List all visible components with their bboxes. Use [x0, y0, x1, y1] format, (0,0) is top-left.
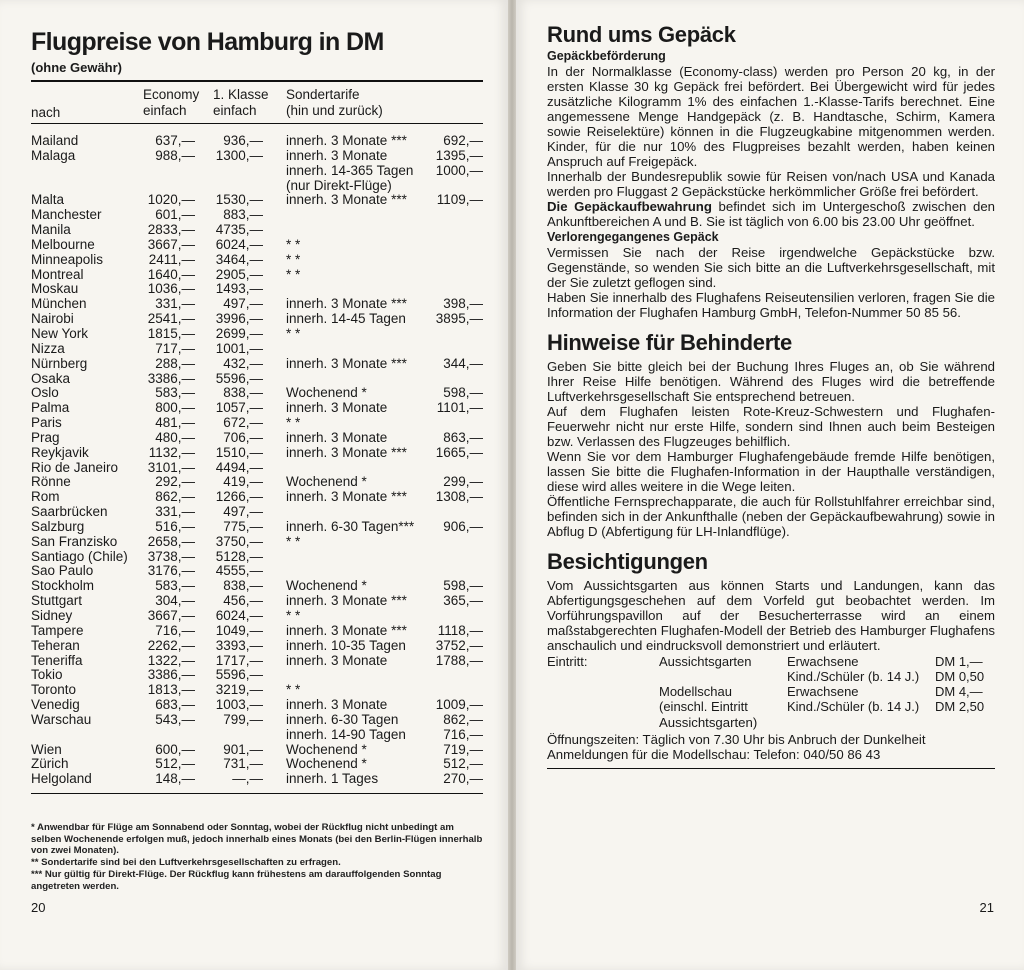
table-header	[31, 85, 483, 123]
footnote: *** Nur gültig für Direkt-Flüge. Der Rückflug kann frühestens am darauffolgenden Sonntag angetreten werden.	[31, 868, 442, 892]
first-class-cell: 497,—	[223, 296, 263, 312]
paragraph: Öffentliche Fernsprechapparate, die auch für Rollstuhlfahrer erreichbar sind, befinden sich in der Ankunfthalle (neben der Gepäckaufbewahrung) sowie in Abflug D (Abfertigung für LH-Inlandflüge).	[547, 494, 995, 539]
right-page	[516, 0, 1024, 970]
economy-cell: 800,—	[155, 400, 195, 416]
special-fare-cell: Wochenend *	[286, 474, 367, 490]
first-class-cell: 1057,—	[215, 400, 263, 416]
special-fare-cell: innerh. 3 Monate	[286, 429, 388, 445]
economy-cell: 543,—	[155, 711, 195, 727]
footnote: ** Sondertarife sind bei den Luftverkehrsgesellschaften zu erfragen.	[31, 857, 341, 869]
table-row	[31, 743, 483, 758]
admission-category: Kind./Schüler (b. 14 J.)	[787, 699, 920, 714]
price-table-body	[31, 134, 483, 787]
first-class-cell: 901,—	[223, 741, 263, 757]
special-fare-cell: innerh. 3 Monate	[286, 400, 388, 416]
table-row	[31, 357, 483, 372]
special-price-cell: 862,—	[443, 711, 483, 727]
special-price-cell: 692,—	[443, 133, 483, 148]
economy-cell: 717,—	[155, 340, 195, 356]
divider	[31, 80, 483, 82]
table-row	[31, 728, 483, 743]
economy-cell: 480,—	[155, 429, 195, 445]
footnote: * Anwendbar für Flüge am Sonnabend oder Sonntag, wobei der Rückflug nicht unbedingt am selben Wochenende erfolgen muß, jedoch innerhalb eines Monats (bei den Berlin-Flügen innerhalb von zwei Monaten).	[31, 822, 483, 857]
economy-cell: 3386,—	[147, 667, 195, 683]
city-cell: Reykjavik	[31, 444, 89, 460]
table-row	[31, 297, 483, 312]
city-cell: Prag	[31, 429, 60, 445]
economy-cell: 1640,—	[147, 266, 195, 282]
table-row	[31, 639, 483, 654]
subheading: Verlorengegangenes Gepäck	[547, 230, 719, 244]
table-row	[31, 282, 483, 297]
economy-cell: 1132,—	[148, 444, 195, 460]
table-row	[31, 713, 483, 728]
economy-cell: 331,—	[155, 504, 195, 520]
table-row	[31, 624, 483, 639]
economy-cell: 3738,—	[147, 548, 195, 564]
section-title-gepaeck: Rund ums Gepäck	[547, 22, 736, 47]
economy-cell: 862,—	[155, 489, 195, 505]
economy-cell: 3101,—	[147, 459, 195, 475]
economy-cell: 516,—	[155, 518, 195, 534]
special-price-cell: 3752,—	[435, 637, 483, 653]
first-class-cell: 672,—	[223, 415, 263, 431]
special-fare-cell: innerh. 14-365 Tagen	[286, 162, 414, 178]
city-cell: Stuttgart	[31, 593, 83, 609]
admission-price: DM 1,—	[935, 654, 983, 669]
table-row	[31, 372, 483, 387]
city-cell: Teneriffa	[31, 652, 83, 668]
economy-cell: 637,—	[155, 133, 195, 148]
economy-cell: 1815,—	[147, 325, 195, 341]
first-class-cell: 4735,—	[215, 222, 263, 238]
special-fare-cell: * *	[286, 682, 301, 698]
economy-cell: 1322,—	[147, 652, 195, 668]
admission-venue: Aussichtsgarten	[659, 654, 752, 669]
special-fare-cell: innerh. 10-35 Tagen	[286, 637, 406, 653]
first-class-cell: 3996,—	[215, 311, 263, 327]
city-cell: Rönne	[31, 474, 71, 490]
economy-cell: 331,—	[155, 296, 195, 312]
city-cell: Minneapolis	[31, 251, 104, 267]
table-row	[31, 312, 483, 327]
first-class-cell: 1266,—	[215, 489, 263, 505]
city-cell: Venedig	[31, 697, 80, 713]
table-row	[31, 386, 483, 401]
table-row	[31, 683, 483, 698]
special-price-cell: 598,—	[443, 578, 483, 594]
divider	[31, 793, 483, 794]
city-cell: Rom	[31, 489, 60, 505]
paragraph-rest: befindet sich im Untergeschoß zwischen den Ankunftbereichen A und B. Sie ist täglich von 6.00 bis 23.00 Uhr geöffnet.	[547, 199, 996, 229]
special-fare-cell: Wochenend *	[286, 385, 367, 401]
first-class-cell: 1003,—	[215, 697, 263, 713]
table-row	[31, 579, 483, 594]
price-table-section	[31, 20, 483, 794]
city-cell: Sao Paulo	[31, 563, 94, 579]
economy-cell: 2262,—	[147, 637, 195, 653]
city-cell: Teheran	[31, 637, 80, 653]
economy-cell: 988,—	[155, 147, 195, 163]
admission-table	[547, 655, 995, 715]
info-text	[547, 22, 995, 769]
booking-info: Anmeldungen für die Modellschau: Telefon: 040/50 86 43	[547, 747, 881, 762]
economy-cell: 1813,—	[147, 682, 195, 698]
economy-cell: 2833,—	[147, 222, 195, 238]
first-class-cell: 4555,—	[215, 563, 263, 579]
city-cell: Tampere	[31, 622, 84, 638]
table-row	[31, 268, 483, 283]
city-cell: New York	[31, 325, 89, 341]
city-cell: Oslo	[31, 385, 59, 401]
city-cell: Toronto	[31, 682, 77, 698]
admission-venue-note: (einschl. Eintritt	[659, 699, 748, 714]
page-title: Flugpreise von Hamburg in DM	[31, 28, 384, 56]
header-economy: Economy	[143, 87, 200, 102]
economy-cell: 3667,—	[147, 608, 195, 623]
paragraph: Geben Sie bitte gleich bei der Buchung Ihres Fluges an, ob Sie während Ihrer Reise Hilfe benötigen. Während des Fluges wird die betreffende Luftverkehrsgesellschaft Sie entsprechend betreuen.	[547, 359, 995, 404]
header-sonder-sub: (hin und zurück)	[286, 103, 383, 118]
city-cell: Paris	[31, 415, 62, 431]
first-class-cell: 497,—	[223, 504, 263, 520]
header-economy-sub: einfach	[143, 103, 187, 118]
first-class-cell: 3464,—	[215, 251, 263, 267]
city-cell: Warschau	[31, 711, 92, 727]
special-price-cell: 299,—	[443, 474, 483, 490]
page-number: 21	[979, 900, 994, 915]
city-cell: Zürich	[31, 756, 69, 772]
table-row	[31, 208, 483, 223]
economy-cell: 1020,—	[147, 192, 195, 208]
first-class-cell: 838,—	[223, 385, 263, 401]
city-cell: Nürnberg	[31, 355, 88, 371]
table-row	[31, 179, 483, 194]
special-price-cell: 1118,—	[437, 622, 483, 638]
special-fare-cell: * *	[286, 533, 301, 549]
special-price-cell: 1788,—	[435, 652, 483, 668]
special-price-cell: 716,—	[443, 726, 483, 742]
table-row	[31, 446, 483, 461]
divider	[31, 123, 483, 124]
first-class-cell: 1493,—	[215, 281, 263, 297]
first-class-cell: 1049,—	[215, 622, 263, 638]
economy-cell: 2541,—	[147, 311, 195, 327]
bold-lead: Die Gepäckaufbewahrung	[547, 199, 712, 214]
paragraph: Auf dem Flughafen leisten Rote-Kreuz-Schwestern und Flughafen-Feuerwehr nicht nur erste Hilfe, sondern sind Ihnen auch beim Besteigen bzw. Verlassen des Flugzeuges behilflich.	[547, 404, 995, 449]
city-cell: München	[31, 296, 87, 312]
city-cell: Tokio	[31, 667, 63, 683]
economy-cell: 2658,—	[147, 533, 195, 549]
special-fare-cell: innerh. 3 Monate ***	[286, 133, 407, 148]
special-fare-cell: innerh. 3 Monate ***	[286, 593, 407, 609]
table-row	[31, 475, 483, 490]
city-cell: Helgoland	[31, 771, 92, 787]
first-class-cell: 936,—	[223, 133, 263, 148]
table-row	[31, 327, 483, 342]
table-row	[31, 698, 483, 713]
special-fare-cell: innerh. 6-30 Tagen***	[286, 518, 415, 534]
table-row	[31, 401, 483, 416]
special-price-cell: 398,—	[443, 296, 483, 312]
admission-category: Erwachsene	[787, 684, 859, 699]
special-price-cell: 1109,—	[436, 192, 483, 208]
header-sonder: Sondertarife	[286, 87, 360, 102]
first-class-cell: 775,—	[223, 518, 263, 534]
first-class-cell: 3750,—	[215, 533, 263, 549]
table-row	[31, 654, 483, 669]
header-klasse-sub: einfach	[213, 103, 257, 118]
first-class-cell: 1530,—	[215, 192, 263, 208]
special-fare-cell: innerh. 1 Tages	[286, 771, 379, 787]
header-nach: nach	[31, 105, 61, 120]
table-row	[31, 461, 483, 476]
special-fare-cell: * *	[286, 415, 301, 431]
table-row	[31, 772, 483, 787]
admission-venue: Modellschau	[659, 684, 732, 699]
book-gutter	[508, 0, 516, 970]
first-class-cell: 5128,—	[215, 548, 263, 564]
city-cell: Santiago (Chile)	[31, 548, 128, 564]
table-row	[31, 253, 483, 268]
special-fare-cell: Wochenend *	[286, 756, 367, 772]
special-fare-cell: * *	[286, 251, 301, 267]
special-fare-cell: (nur Direkt-Flüge)	[286, 177, 392, 193]
table-row	[31, 342, 483, 357]
special-fare-cell: innerh. 14-45 Tagen	[286, 311, 406, 327]
first-class-cell: 4494,—	[215, 459, 263, 475]
paragraph: Vermissen Sie nach der Reise irgendwelche Gepäckstücke bzw. Gegenstände, so wenden Sie sich bitte an die Luftverkehrsgesellschaft, mit der Sie zuletzt geflogen sind.	[547, 245, 995, 290]
special-fare-cell: innerh. 3 Monate ***	[286, 296, 407, 312]
city-cell: Malaga	[31, 147, 76, 163]
left-page	[0, 0, 508, 970]
opening-hours: Öffnungszeiten: Täglich von 7.30 Uhr bis Anbruch der Dunkelheit	[547, 732, 926, 747]
section-title-behinderte: Hinweise für Behinderte	[547, 330, 792, 355]
economy-cell: 292,—	[155, 474, 195, 490]
special-fare-cell: innerh. 3 Monate	[286, 147, 388, 163]
first-class-cell: 3219,—	[215, 682, 263, 698]
subheading: Gepäckbeförderung	[547, 49, 666, 63]
first-class-cell: 706,—	[223, 429, 263, 445]
table-row	[31, 550, 483, 565]
special-price-cell: 863,—	[443, 429, 483, 445]
special-fare-cell: innerh. 3 Monate ***	[286, 489, 407, 505]
paragraph: Haben Sie innerhalb des Flughafens Reiseutensilien verloren, fragen Sie die Information der Flughafen Hamburg GmbH, Telefon-Nummer 50 85 56.	[547, 290, 995, 320]
economy-cell: 288,—	[155, 355, 195, 371]
special-fare-cell: innerh. 3 Monate	[286, 697, 388, 713]
first-class-cell: 731,—	[223, 756, 263, 772]
table-row	[31, 164, 483, 179]
economy-cell: 304,—	[155, 593, 195, 609]
first-class-cell: 1510,—	[215, 444, 263, 460]
table-row	[31, 535, 483, 550]
table-row	[31, 757, 483, 772]
economy-cell: 1036,—	[147, 281, 195, 297]
admission-venue-note: Aussichtsgarten)	[659, 715, 758, 730]
special-price-cell: 344,—	[443, 355, 483, 371]
special-fare-cell: Wochenend *	[286, 578, 367, 594]
special-price-cell: 270,—	[443, 771, 483, 787]
paragraph	[547, 199, 995, 229]
special-price-cell: 1665,—	[435, 444, 483, 460]
special-price-cell: 1395,—	[435, 147, 483, 163]
city-cell: Sidney	[31, 608, 73, 623]
city-cell: Palma	[31, 400, 70, 416]
special-fare-cell: innerh. 3 Monate ***	[286, 444, 407, 460]
city-cell: Nizza	[31, 340, 65, 356]
admission-price: DM 4,—	[935, 684, 983, 699]
city-cell: Rio de Janeiro	[31, 459, 119, 475]
table-row	[31, 193, 483, 208]
first-class-cell: 1300,—	[215, 147, 263, 163]
table-row	[31, 416, 483, 431]
economy-cell: 583,—	[155, 578, 195, 594]
economy-cell: 600,—	[155, 741, 195, 757]
special-price-cell: 719,—	[443, 741, 483, 757]
page-subtitle: (ohne Gewähr)	[31, 60, 123, 75]
special-price-cell: 365,—	[443, 593, 483, 609]
header-klasse: 1. Klasse	[213, 87, 269, 102]
first-class-cell: 432,—	[223, 355, 263, 371]
first-class-cell: 5596,—	[215, 370, 263, 386]
table-row	[31, 520, 483, 535]
first-class-cell: 419,—	[223, 474, 263, 490]
city-cell: Osaka	[31, 370, 71, 386]
special-fare-cell: innerh. 3 Monate ***	[286, 622, 407, 638]
table-row	[31, 134, 483, 149]
admission-category: Kind./Schüler (b. 14 J.)	[787, 669, 920, 684]
special-price-cell: 906,—	[443, 518, 483, 534]
first-class-cell: 799,—	[223, 711, 263, 727]
special-price-cell: 598,—	[443, 385, 483, 401]
table-row	[31, 223, 483, 238]
city-cell: Moskau	[31, 281, 79, 297]
city-cell: Manila	[31, 222, 71, 238]
city-cell: Malta	[31, 192, 65, 208]
special-price-cell: 1101,—	[436, 400, 483, 416]
first-class-cell: 5596,—	[215, 667, 263, 683]
paragraph: In der Normalklasse (Economy-class) werden pro Person 20 kg, in der ersten Klasse 30 kg Gepäck frei befördert. Bei Übergewicht wird für jedes zusätzliche Kilogramm 1% des einfachen 1.-Klasse-Tarifs berechnet. Eine angemessene Menge Handgepäck (z. B. Handtasche, Schirm, Kamera sowie Reiselektüre) können in die Flugzeugkabine mitgenommen werden. Kinder, für die nur 10% des Flugpreises bezahlt werden, haben keinen Anspruch auf Freigepäck.	[547, 64, 995, 169]
divider	[547, 768, 995, 769]
city-cell: Saarbrücken	[31, 504, 108, 520]
special-fare-cell: * *	[286, 608, 301, 623]
admission-price: DM 2,50	[935, 699, 985, 714]
city-cell: Mailand	[31, 133, 79, 148]
section-title-besichtigungen: Besichtigungen	[547, 549, 708, 574]
special-fare-cell: * *	[286, 266, 301, 282]
footnotes	[31, 822, 483, 892]
first-class-cell: 3393,—	[215, 637, 263, 653]
city-cell: Manchester	[31, 207, 102, 223]
special-fare-cell: innerh. 3 Monate ***	[286, 355, 407, 371]
table-row	[31, 609, 483, 624]
economy-cell: 583,—	[155, 385, 195, 401]
first-class-cell: 456,—	[223, 593, 263, 609]
table-row	[31, 238, 483, 253]
table-row	[31, 490, 483, 505]
special-fare-cell: innerh. 6-30 Tagen	[286, 711, 399, 727]
table-row	[31, 564, 483, 579]
city-cell: Montreal	[31, 266, 84, 282]
special-fare-cell: Wochenend *	[286, 741, 367, 757]
first-class-cell: 2905,—	[215, 266, 263, 282]
paragraph: Vom Aussichtsgarten aus können Starts und Landungen, kann das Abfertigungsgeschehen auf dem Vorfeld gut beobachtet werden. Im Vorführungspavillon auf der Besucherterrasse wird an einem maßstabgerechten Flughafen-Modell der Betrieb des Hamburger Flughafens anschaulich und eindrucksvoll demonstriert und erläutert.	[547, 578, 995, 653]
city-cell: Nairobi	[31, 311, 74, 327]
first-class-cell: 1001,—	[215, 340, 263, 356]
special-fare-cell: innerh. 14-90 Tagen	[286, 726, 406, 742]
city-cell: Melbourne	[31, 236, 95, 252]
city-cell: Stockholm	[31, 578, 95, 594]
economy-cell: 148,—	[155, 771, 195, 787]
first-class-cell: 838,—	[223, 578, 263, 594]
first-class-cell: 883,—	[223, 207, 263, 223]
first-class-cell: 2699,—	[215, 325, 263, 341]
special-price-cell: 3895,—	[435, 311, 483, 327]
economy-cell: 3176,—	[147, 563, 195, 579]
economy-cell: 716,—	[155, 622, 195, 638]
first-class-cell: —,—	[232, 771, 263, 787]
economy-cell: 481,—	[155, 415, 195, 431]
paragraph: Innerhalb der Bundesrepublik sowie für Reisen von/nach USA und Kanada werden pro Fluggast 2 Gepäckstücke herkömmlicher Größe frei befördert.	[547, 169, 995, 199]
special-fare-cell: innerh. 3 Monate	[286, 652, 388, 668]
special-fare-cell: * *	[286, 325, 301, 341]
special-price-cell: 512,—	[443, 756, 483, 772]
table-row	[31, 431, 483, 446]
admission-label: Eintritt:	[547, 654, 588, 669]
table-row	[31, 594, 483, 609]
city-cell: San Franzisko	[31, 533, 118, 549]
economy-cell: 3667,—	[147, 236, 195, 252]
special-fare-cell: innerh. 3 Monate ***	[286, 192, 407, 208]
economy-cell: 3386,—	[147, 370, 195, 386]
first-class-cell: 6024,—	[215, 236, 263, 252]
economy-cell: 683,—	[155, 697, 195, 713]
city-cell: Wien	[31, 741, 62, 757]
table-row	[31, 149, 483, 164]
economy-cell: 2411,—	[148, 251, 195, 267]
table-row	[31, 668, 483, 683]
admission-category: Erwachsene	[787, 654, 859, 669]
paragraph: Wenn Sie vor dem Hamburger Flughafengebäude fremde Hilfe benötigen, lassen Sie bitte die Flughafen-Information in der Haupthalle verständigen, diese wird alles weitere in die Wege leiten.	[547, 449, 995, 494]
first-class-cell: 1717,—	[215, 652, 263, 668]
city-cell: Salzburg	[31, 518, 85, 534]
special-price-cell: 1000,—	[435, 162, 483, 178]
economy-cell: 512,—	[155, 756, 195, 772]
first-class-cell: 6024,—	[215, 608, 263, 623]
page-number: 20	[31, 900, 46, 915]
special-price-cell: 1009,—	[435, 697, 483, 713]
economy-cell: 601,—	[155, 207, 195, 223]
admission-price: DM 0,50	[935, 669, 985, 684]
table-row	[31, 505, 483, 520]
special-price-cell: 1308,—	[435, 489, 483, 505]
special-fare-cell: * *	[286, 236, 301, 252]
